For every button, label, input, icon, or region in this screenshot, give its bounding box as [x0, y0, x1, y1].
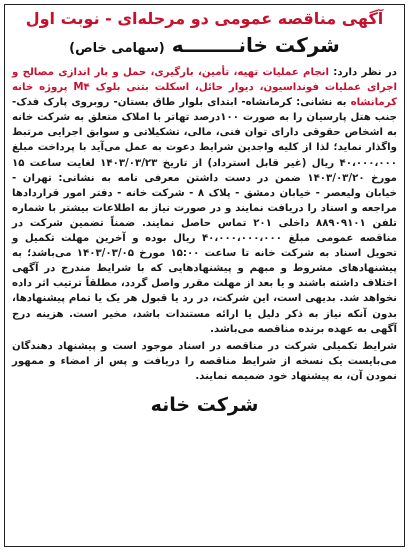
body-paragraph-2: شرایط تکمیلی شرکت در مناقصه در اسناد موجود است و پیشنهاد دهندگان می‌بایست یک نسخه از شرایط مناقصه را دریافت و پس از امضاء و ممهور نمودن آن، به پیشنهاد خود ضمیمه نمایند.	[12, 340, 397, 382]
notice-frame	[4, 4, 405, 547]
body-paragraph-1: به نشانی: کرمانشاه- ابتدای بلوار طاق بستان- روبروی پارک فدک- جنب هتل پارسیان را به صورت ۱۰۰درصد تهاتر با املاک متعلق به شرکت خانه به اشخاص حقوقی دارای توان فنی، مالی، تشکیلاتی و سوابق اجرایی مرتبط واگذار نماید؛ لذا از کلیه واجدین شرایط دعوت به عمل می‌آید با پرداخت مبلغ ۴۰،۰۰۰،۰۰۰ ریال (غیر قابل استرداد) از تاریخ ۱۴۰۳/۰۳/۲۳ لغایت ساعت ۱۵ مورخ ۱۴۰۳/۰۳/۲۰ ضمن در دست داشتن معرفی نامه به نشانی: تهران - خیابان ولیعصر - خیابان دمشق - پلاک ۸ - شرکت خانه - دفتر امور قراردادها مراجعه و اسناد را دریافت نمایند و در صورت نیاز به اطلاعات بیشتر با شماره تلفن ۸۸۹۰۹۱۰۱ داخلی ۲۰۱ تماس حاصل نمایند. ضمناً تضمین شرکت در مناقصه عمومی مبلغ ۴۰،۰۰۰،۰۰۰،۰۰۰ ریال بوده و آخرین مهلت تکمیل و تحویل اسناد به شرکت خانه تا ساعت ۱۵:۰۰ مورخ ۱۴۰۳/۰۳/۰۵ می‌باشد؛ به پیشنهادهای مشروط و مبهم و پیشنهادهایی که با شرایط مندرج در آگهی اختلاف داشته باشند و یا بعد از مهلت مقرر واصل گردد، مطلقاً ترتیب اثر داده نخواهد شد. بدیهی است، این شرکت، در رد یا قبول هر یک یا تمام پیشنهادها، بدون آنکه نیاز به ذکر دلیل یا ارائه مستندات باشد، مخیر است. هزینه درج آگهی به عهده برنده مناقصه می‌باشد.	[12, 97, 398, 335]
company-name: شرکت خانــــــــه	[171, 33, 340, 57]
intro-text: در نظر دارد:	[328, 67, 397, 78]
tender-subject: انجام عملیات تهیه، تأمین، بارگیری، حمل و بار اندازی مصالح و اجرای عملیات فونداسیون، دیوار حائل، اسکلت بتنی بلوک M۴ پروژه خانه کرمانشاه	[12, 67, 397, 109]
company-type: (سهامی خاص)	[69, 41, 165, 56]
notice-title: آگهی مناقصه عمومی دو مرحله‌ای - نوبت اول	[25, 9, 384, 28]
footer-company-name: شرکت خانه	[150, 393, 259, 416]
company-heading	[12, 31, 397, 63]
notice-body	[12, 65, 397, 337]
